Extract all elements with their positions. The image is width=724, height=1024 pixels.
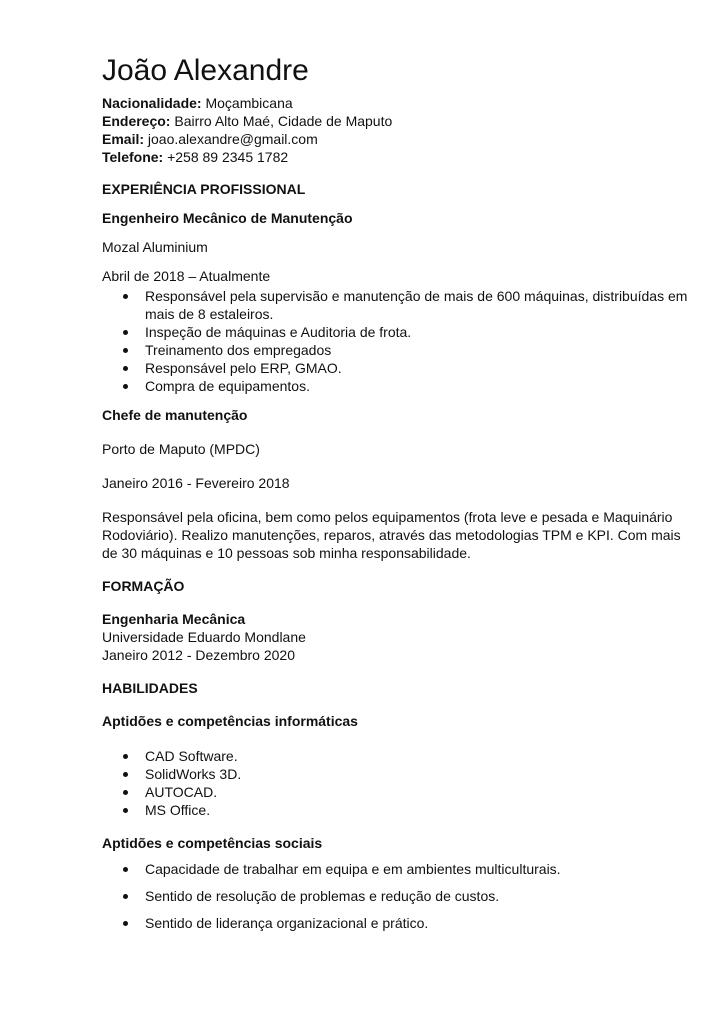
job-1-role: Engenheiro Mecânico de Manutenção — [102, 210, 353, 226]
bullet-icon — [123, 790, 128, 795]
job-1-company: Mozal Aluminium — [102, 239, 208, 255]
list-item-text: Capacidade de trabalhar em equipa e em ambientes multiculturais. — [145, 861, 561, 877]
bullet-icon — [123, 348, 128, 353]
bullet-icon — [123, 867, 128, 872]
job-1-bullet-list — [102, 287, 692, 395]
bullet-icon — [123, 366, 128, 371]
list-item — [102, 765, 692, 783]
email-line — [102, 130, 692, 148]
bullet-icon — [123, 330, 128, 335]
list-item-text: Treinamento dos empregados — [145, 342, 332, 358]
list-item-text: Compra de equipamentos. — [145, 378, 310, 394]
list-item — [102, 323, 692, 341]
bullet-icon — [123, 921, 128, 926]
experience-heading: EXPERIÊNCIA PROFISSIONAL — [102, 181, 306, 197]
list-item — [102, 887, 692, 905]
phone-line — [102, 148, 692, 166]
resume-page — [102, 54, 692, 941]
job-2-period: Janeiro 2016 - Fevereiro 2018 — [102, 475, 290, 491]
address-line — [102, 112, 692, 130]
email-label: Email: — [102, 131, 145, 147]
bullet-icon — [123, 808, 128, 813]
job-2-company: Porto de Maputo (MPDC) — [102, 441, 260, 457]
skills-heading: HABILIDADES — [102, 680, 198, 696]
social-skills-list — [102, 860, 692, 932]
list-item — [102, 801, 692, 819]
job-2-role: Chefe de manutenção — [102, 407, 248, 423]
education-heading: FORMAÇÃO — [102, 578, 185, 594]
list-item — [102, 359, 692, 377]
list-item-text: Inspeção de máquinas e Auditoria de frota. — [145, 324, 412, 340]
list-item — [102, 860, 692, 878]
education-degree: Engenharia Mecânica — [102, 611, 246, 627]
list-item-text: Responsável pelo ERP, GMAO. — [145, 360, 342, 376]
list-item-text: Sentido de liderança organizacional e prático. — [145, 915, 429, 931]
it-skills-heading: Aptidões e competências informáticas — [102, 713, 358, 729]
list-item — [102, 747, 692, 765]
bullet-icon — [123, 894, 128, 899]
nationality-label: Nacionalidade: — [102, 95, 202, 111]
list-item — [102, 287, 692, 323]
phone-value: +258 89 2345 1782 — [167, 149, 289, 165]
list-item-text: MS Office. — [145, 802, 211, 818]
nationality-value: Moçambicana — [205, 95, 293, 111]
email-value: joao.alexandre@gmail.com — [147, 131, 318, 147]
list-item — [102, 341, 692, 359]
education-school: Universidade Eduardo Mondlane — [102, 629, 306, 645]
list-item — [102, 914, 692, 932]
nationality-line — [102, 94, 692, 112]
job-2-description: Responsável pela oficina, bem como pelos equipamentos (frota leve e pesada e Maquinário Rodoviário). Realizo manutenções, reparos, através das metodologias TPM e KPI. Com mais de 30 máquinas e 10 pessoas sob minha responsabilidade. — [102, 509, 681, 561]
contact-block — [102, 94, 692, 166]
bullet-icon — [123, 294, 128, 299]
bullet-icon — [123, 754, 128, 759]
phone-label: Telefone: — [102, 149, 164, 165]
list-item-text: AUTOCAD. — [145, 784, 218, 800]
list-item-text: Responsável pela supervisão e manutenção de mais de 600 máquinas, distribuídas em mais de 8 estaleiros. — [145, 288, 688, 322]
list-item-text: CAD Software. — [145, 748, 238, 764]
candidate-name: João Alexandre — [102, 54, 309, 87]
list-item — [102, 783, 692, 801]
it-skills-list — [102, 747, 692, 819]
bullet-icon — [123, 772, 128, 777]
list-item-text: SolidWorks 3D. — [145, 766, 242, 782]
address-value: Bairro Alto Maé, Cidade de Maputo — [174, 113, 393, 129]
address-label: Endereço: — [102, 113, 171, 129]
list-item — [102, 377, 692, 395]
social-skills-heading: Aptidões e competências sociais — [102, 835, 323, 851]
bullet-icon — [123, 384, 128, 389]
list-item-text: Sentido de resolução de problemas e redução de custos. — [145, 888, 500, 904]
job-1-period: Abril de 2018 – Atualmente — [102, 268, 271, 284]
education-period: Janeiro 2012 - Dezembro 2020 — [102, 647, 296, 663]
